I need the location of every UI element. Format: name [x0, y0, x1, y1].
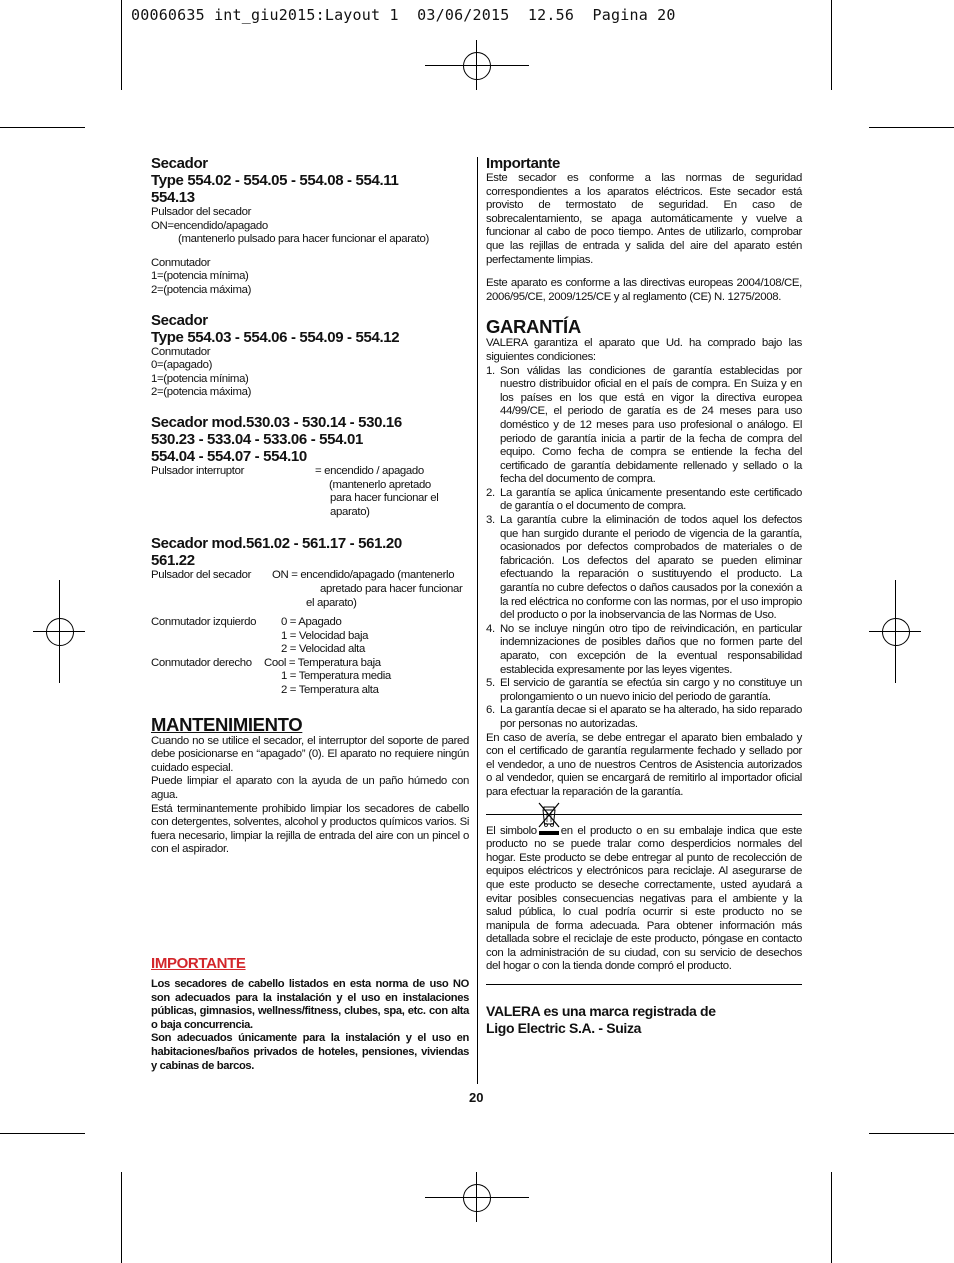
model-type: Type 554.03 - 554.06 - 554.09 - 554.12	[151, 328, 400, 346]
text-line: 2=(potencia máxima)	[151, 386, 252, 399]
crop-mark-top-right-h	[869, 127, 954, 128]
text-line: 0=(apagado)	[151, 359, 213, 372]
important-heading: IMPORTANTE	[151, 955, 246, 972]
warranty-heading: GARANTÍA	[486, 316, 581, 338]
spec-label: Pulsador del secador	[151, 569, 252, 582]
spec-value-line: 2 = Temperatura alta	[281, 684, 379, 697]
brand-line: Ligo Electric S.A. - Suiza	[486, 1020, 642, 1037]
text-line: Conmutador	[151, 345, 211, 358]
spec-value	[264, 657, 391, 698]
section-title: Secador mod.530.03 - 530.14 - 530.16	[151, 413, 402, 431]
page-number: 20	[469, 1090, 484, 1105]
column-divider	[477, 157, 478, 1084]
text-line: (mantenerlo pulsado para hacer funcionar el aparato)	[178, 233, 429, 246]
crop-mark-top-left-v	[121, 0, 122, 90]
spec-value-line: Cool = Temperatura baja	[264, 656, 381, 669]
spec-value-line: aparato)	[330, 505, 370, 518]
section-title: 530.23 - 533.04 - 533.06 - 554.01	[151, 430, 363, 448]
spec-value	[315, 465, 438, 519]
weee-text: en el producto o en su embalaje indica que este producto no se puede tralar como desperdicios normales del hogar. Este producto se debe entregar al punto de recolección de equipos eléctricos y electrónicos para reciclaje. Al asegurarse de que este producto se deseche correctamente, usted ayudará a evitar posibles consecuencias negativas para el ambiente y la salud pública, lo cual podría ocurrir si este producto no se manipula de forma adecuada. Para obtener información más detallada sobre el reciclaje de este producto, póngase en contacto con la administración de su ciudad, con su servicio de desechos del hogar o con la tienda donde compró el producto.	[486, 824, 802, 973]
spec-value-line: el aparato)	[306, 596, 357, 609]
crop-mark-bottom-right-h	[869, 1133, 954, 1134]
section-title: Secador mod.561.02 - 561.17 - 561.20	[151, 535, 402, 553]
warranty-item-text: La garantía decae si el aparato se ha alterado, ha sido reparado por personas no autorizadas.	[500, 704, 802, 730]
maintenance-paragraph: Está terminantemente prohibido limpiar los secadores de cabello con detergentes, solventes, alcohol y productos químicos varios. Si fuera necesario, limpiar la rejilla de entrada del aire con un pincel o con el aspirador.	[151, 802, 469, 856]
warranty-list-item	[486, 514, 802, 623]
brand-line: VALERA es una marca registrada de	[486, 1003, 716, 1020]
spec-row	[151, 465, 469, 519]
crop-mark-top-right-v	[831, 0, 832, 90]
section-title: 561.22	[151, 552, 195, 570]
warranty-list-item	[486, 623, 802, 677]
text-line: Conmutador	[151, 256, 211, 269]
warranty-item-number: 1.	[486, 364, 495, 377]
warranty-item-number: 6.	[486, 704, 495, 717]
warranty-list-item	[486, 704, 802, 731]
crop-mark-bottom-left-h	[0, 1133, 85, 1134]
warranty-outro: En caso de avería, se debe entregar el aparato bien embalado y con el certificado de garantía regularmente fechado y sellado por el vendedor, a uno de nuestros Centros de Asistencia autorizados o al vendedor, quien se encargará de remitirlo al importador oficial para efectuar la reparación de la garantía.	[486, 731, 802, 798]
maintenance-heading: MANTENIMIENTO	[151, 713, 303, 735]
spec-row	[151, 657, 469, 698]
spec-row	[151, 616, 469, 657]
spec-value-line: 2 = Velocidad alta	[281, 643, 365, 656]
spec-value-line: 1 = Velocidad baja	[281, 629, 369, 642]
spec-value	[272, 569, 462, 610]
model-type: Type 554.02 - 554.05 - 554.08 - 554.11	[151, 172, 399, 189]
important-paragraph: Son adecuados únicamente para la instalación y el uso en habitaciones/baños privados de hoteles, pensiones, viviendas y cabinas de barcos.	[151, 1032, 469, 1072]
text-line: 1=(potencia mínima)	[151, 270, 249, 283]
crop-mark-bottom-left-v	[121, 1172, 122, 1263]
spec-row	[151, 569, 469, 610]
warranty-item-text: El servicio de garantía se efectúa sin cargo y no constituye un prolongamiento o un nuevo inicio del periodo de garantía.	[500, 677, 802, 703]
warranty-list-item	[486, 677, 802, 704]
spec-value-line: para hacer funcionar el	[330, 492, 439, 505]
spec-value-line: apretado para hacer funcionar	[320, 582, 463, 595]
warranty-item-text: La garantía se aplica únicamente presentando este certificado de garantía o el documento de compra.	[500, 486, 802, 513]
important-paragraph: Este secador es conforme a las normas de seguridad correspondientes a los aparatos eléctricos. Este secador está provisto de termostato de seguridad. En caso de sobrecalentamiento, se apaga automáticamente y vuelve a funcionar al cabo de poco tiempo. Antes de utilizarlo, comprobar que las rejillas de entrada y salida del aire del aparato estén perfectamente limpias.	[486, 172, 802, 266]
text-line: 2=(potencia máxima)	[151, 283, 252, 296]
spec-label: Conmutador izquierdo	[151, 616, 257, 629]
maintenance-paragraph: Cuando no se utilice el secador, el interruptor del soporte de pared debe posicionarse en “apagado” (0). El aparato no requiere ningún cuidado especial.	[151, 734, 469, 774]
spec-value-line: = encendido / apagado	[315, 464, 424, 477]
right-column	[486, 155, 802, 1037]
warranty-item-text: No se incluye ningún otro tipo de reivindicación, en particular indemnizaciones de posibles daños que no formen parte del aparato, con excepción de la eventual responsabilidad establecida expresamente por las leyes vigentes.	[500, 622, 802, 676]
spec-value-line: 0 = Apagado	[281, 616, 342, 629]
section-title: 554.04 - 554.07 - 554.10	[151, 447, 307, 465]
left-column	[151, 155, 469, 1073]
warranty-item-number: 3.	[486, 514, 495, 527]
text-line: Pulsador del secador	[151, 206, 252, 218]
warranty-item-number: 5.	[486, 677, 495, 690]
important-paragraph: Los secadores de cabello listados en esta norma de uso NO son adecuados para la instalación y el uso en instalaciones públicas, gimnasios, wellness/fitness, clubes, spa, etc. con alta o baja concurrencia.	[151, 978, 469, 1031]
warranty-item-text: La garantía cubre la eliminación de todos aquel los defectos que han surgido durante el periodo de vigencia de la garantía, ocasionados por defectos comprobados de materiales o de fabricación. Los defectos del aparato se pueden eliminar efectuando la reparación o sustituyendo el producto. La garantía no cubre defectos o daños causados por la conexión a la red eléctrica no conforme con las normas, por el uso impropio del producto o por la inobservancia de las Normas de Uso.	[500, 514, 802, 622]
crop-mark-bottom-right-v	[831, 1172, 832, 1263]
warranty-item-number: 2.	[486, 486, 495, 499]
warranty-intro: VALERA garantiza el aparato que Ud. ha comprado bajo las siguientes condiciones:	[486, 337, 802, 363]
spec-value-line: (mantenerlo apretado	[329, 478, 431, 491]
weee-paragraph	[486, 821, 802, 975]
model-type: 554.13	[151, 189, 195, 206]
warranty-item-number: 4.	[486, 622, 495, 635]
spec-value	[281, 616, 368, 657]
section-title: Secador	[151, 311, 208, 329]
spec-label: Conmutador derecho	[151, 656, 252, 669]
spec-label: Pulsador interruptor	[151, 464, 245, 477]
important-title: Importante	[486, 155, 561, 172]
warranty-list	[486, 365, 802, 732]
printer-slug: 00060635 int_giu2015:Layout 1 03/06/2015 12.56 Pagina 20	[131, 6, 676, 24]
spec-value-line: 1 = Temperatura media	[281, 670, 391, 683]
conformity-paragraph: Este aparato es conforme a las directivas europeas 2004/108/CE, 2006/95/CE, 2009/125/CE y al reglamento (CE) N. 1275/2008.	[486, 277, 802, 303]
section-title: Secador	[151, 155, 208, 172]
weee-text-pre: El simbolo	[486, 824, 537, 837]
text-line: ON=encendido/apagado	[151, 219, 268, 232]
maintenance-paragraph: Puede limpiar el aparato con la ayuda de un paño húmedo con agua.	[151, 775, 469, 802]
spec-value-line: ON = encendido/apagado (mantenerlo	[272, 569, 455, 582]
crossed-bin-icon	[537, 821, 561, 834]
text-line: 1=(potencia mínima)	[151, 372, 249, 385]
warranty-list-item	[486, 487, 802, 514]
crop-mark-top-left-h	[0, 127, 85, 128]
warranty-item-text: Son válidas las condiciones de garantía establecidas por nuestro distribuidor oficial en el país de compra. En Suiza y en los países en los que está en vigor la directiva europea 44/99/CE, el periodo de garatía es de 24 meses para uso doméstico y de 12 meses para uso profesional o análogo. El periodo de garantía inicia a partir de la fecha de compra del equipo. Como fecha de compra se entiende la fecha del certificado de garantía debidamente rellenado y sellado o la fecha del documento de compra.	[500, 364, 802, 486]
warranty-list-item	[486, 365, 802, 487]
